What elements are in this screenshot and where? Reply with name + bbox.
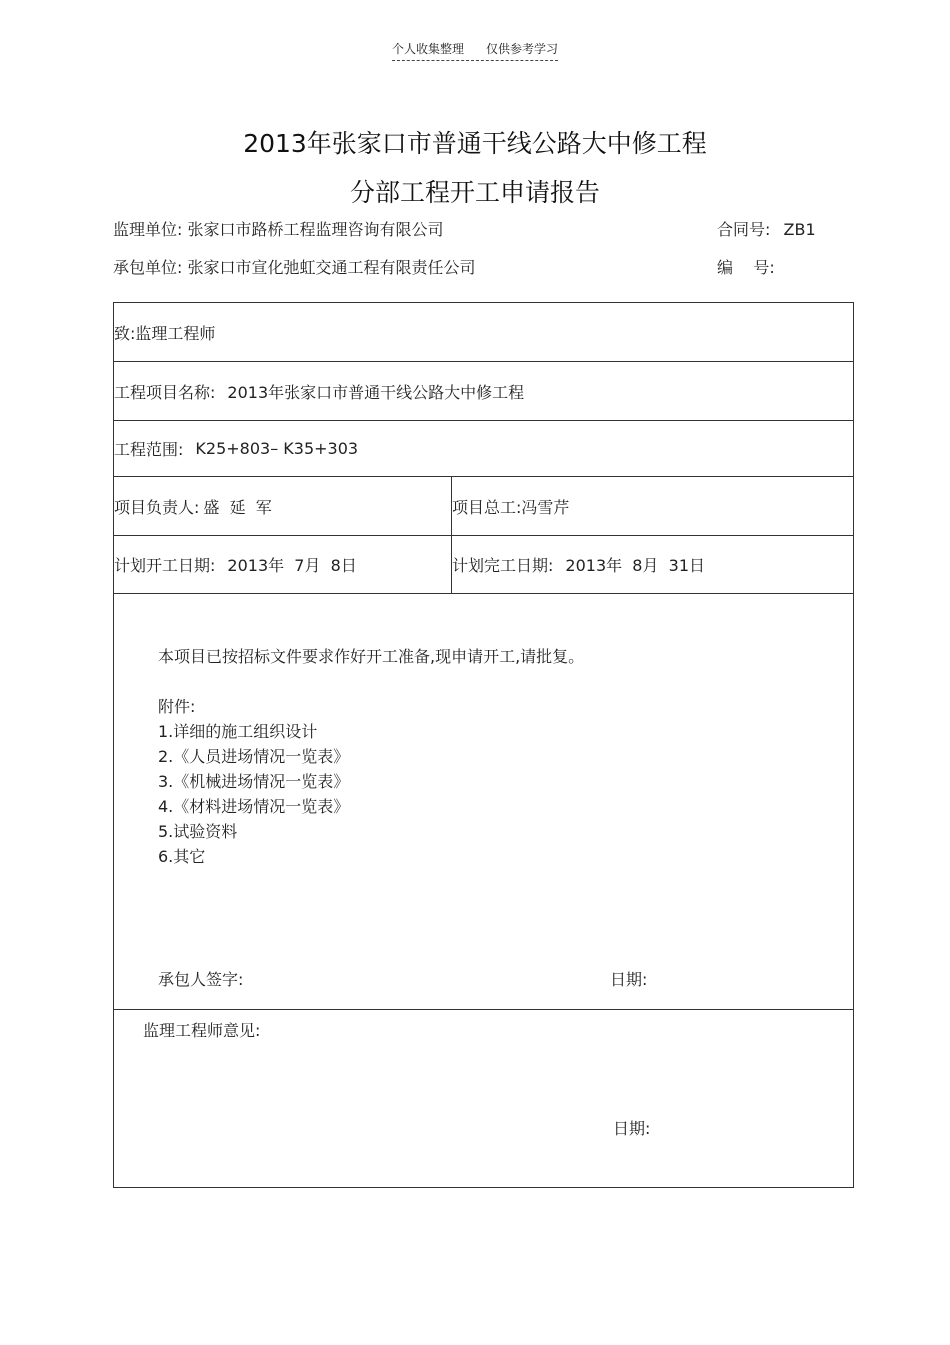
manager-label: 项目负责人: xyxy=(114,497,200,517)
contractor-unit-label: 承包单位: xyxy=(113,258,183,277)
supervisor-unit-value: 张家口市路桥工程监理咨询有限公司 xyxy=(187,220,444,239)
contractor-unit-value: 张家口市宣化弛虹交通工程有限责任公司 xyxy=(187,258,476,277)
chief-engineer-label: 项目总工: xyxy=(452,497,522,517)
planned-start-date xyxy=(114,536,357,593)
start-date-label: 计划开工日期: xyxy=(114,556,216,575)
attachment-item: 5.试验资料 xyxy=(158,822,238,841)
start-date-value: 2013年 7月 8日 xyxy=(227,556,357,575)
end-date-value: 2013年 8月 31日 xyxy=(565,556,706,575)
contractor-signature-label: 承包人签字: xyxy=(158,970,244,989)
document-title-line2: 分部工程开工申请报告 xyxy=(349,178,600,207)
row-addressee xyxy=(114,303,853,362)
end-date-label: 计划完工日期: xyxy=(452,556,554,575)
attachment-item: 4.《材料进场情况一览表》 xyxy=(158,797,350,816)
header-note-left: 个人收集整理 xyxy=(391,42,464,56)
application-form xyxy=(113,302,854,1188)
attachments-label: 附件: xyxy=(158,697,196,716)
project-scope xyxy=(114,421,358,476)
project-name-label: 工程项目名称: xyxy=(114,382,216,402)
contract-number-label: 合同号: xyxy=(717,220,771,239)
row-personnel xyxy=(114,477,853,536)
supervisor-date-label: 日期: xyxy=(613,1119,651,1138)
project-manager xyxy=(114,477,272,535)
manager-value: 盛 延 军 xyxy=(203,497,272,517)
row-project-name xyxy=(114,362,853,421)
row-supervisor-opinion xyxy=(114,1010,853,1187)
attachment-item: 1.详细的施工组织设计 xyxy=(158,722,318,741)
contract-number xyxy=(717,217,816,240)
serial-number-label: 编 号: xyxy=(717,258,775,277)
contractor-unit xyxy=(113,255,476,278)
header-note-right: 仅供参考学习 xyxy=(486,42,559,56)
application-statement: 本项目已按招标文件要求作好开工准备,现申请开工,请批复。 xyxy=(158,647,585,666)
chief-engineer-value: 冯雪芹 xyxy=(521,497,570,517)
project-name xyxy=(114,362,524,420)
attachment-item: 6.其它 xyxy=(158,847,206,866)
planned-end-date xyxy=(452,536,705,593)
scope-label: 工程范围: xyxy=(114,440,184,459)
row-scope xyxy=(114,421,853,477)
scope-value: K25+803– K35+303 xyxy=(195,439,359,458)
chief-engineer xyxy=(452,477,569,535)
project-name-value: 2013年张家口市普通干线公路大中修工程 xyxy=(227,382,525,402)
attachment-item: 3.《机械进场情况一览表》 xyxy=(158,772,350,791)
supervisor-unit xyxy=(113,217,444,240)
header-note xyxy=(0,40,950,61)
contract-number-value: ZB1 xyxy=(783,220,816,239)
supervisor-opinion-label: 监理工程师意见: xyxy=(143,1021,261,1040)
attachment-item: 2.《人员进场情况一览表》 xyxy=(158,747,350,766)
row-application xyxy=(114,594,853,1010)
document-title-line1: 2013年张家口市普通干线公路大中修工程 xyxy=(243,129,707,158)
row-dates xyxy=(114,536,853,594)
supervisor-unit-label: 监理单位: xyxy=(113,220,183,239)
contractor-date-label: 日期: xyxy=(610,970,648,989)
addressee: 致:监理工程师 xyxy=(114,323,216,343)
